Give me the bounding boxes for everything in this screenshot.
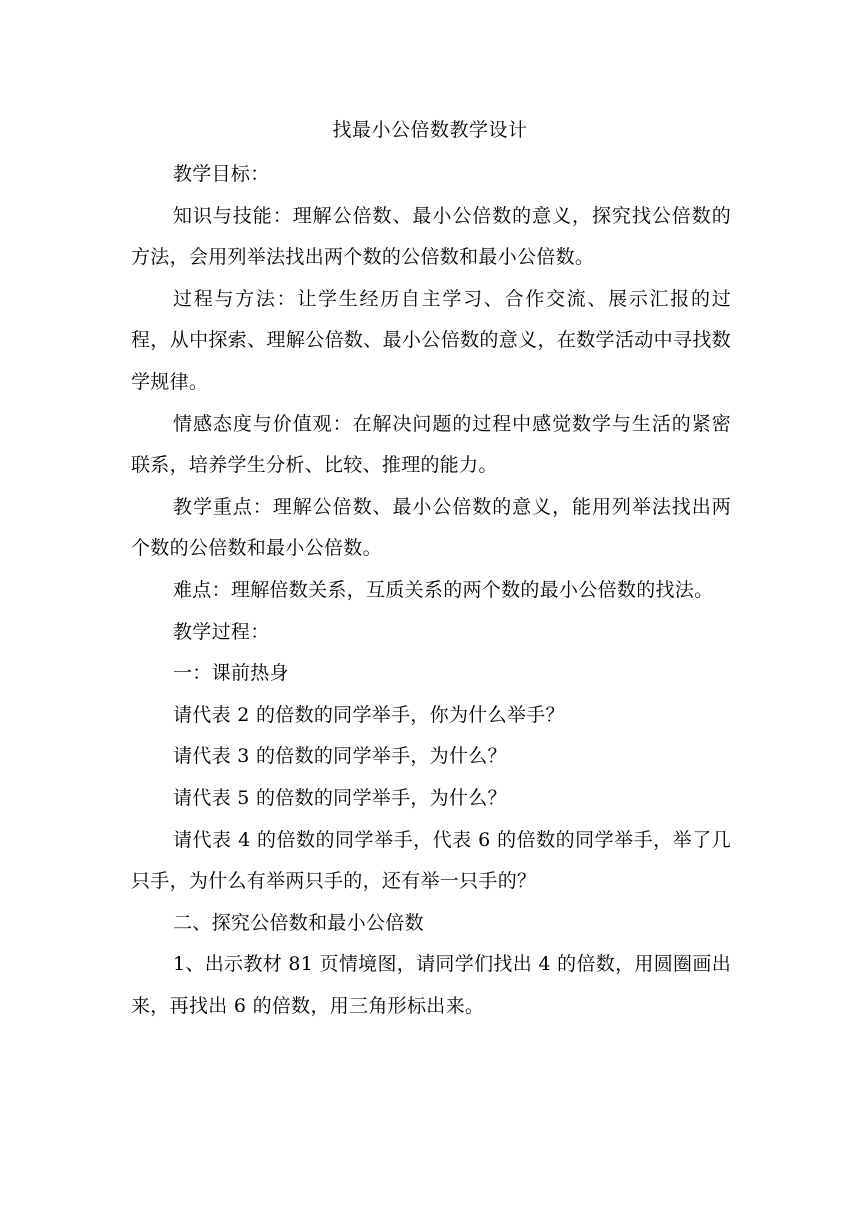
document-body — [131, 154, 731, 1027]
paragraph-teaching-goals-heading: 教学目标： — [173, 163, 270, 185]
paragraph-question-multiples-5: 请代表 5 的倍数的同学举手，为什么？ — [173, 786, 507, 809]
paragraph-question-multiples-2: 请代表 2 的倍数的同学举手，你为什么举手？ — [173, 703, 565, 726]
paragraph-knowledge-skills: 知识与技能：理解公倍数、最小公倍数的意义，探究找公倍数的方法，会用列举法找出两个数的公倍数和最小公倍数。 — [131, 204, 731, 269]
paragraph-question-multiples-4-6: 请代表 4 的倍数的同学举手，代表 6 的倍数的同学举手，举了几只手，为什么有举两只手的，还有举一只手的？ — [131, 828, 731, 893]
document-title: 找最小公倍数教学设计 — [332, 119, 528, 141]
paragraph-section-two-heading: 二、探究公倍数和最小公倍数 — [173, 911, 424, 934]
paragraph-emotion-values: 情感态度与价值观：在解决问题的过程中感觉数学与生活的紧密联系，培养学生分析、比较、推理的能力。 — [131, 412, 731, 477]
paragraph-textbook-activity: 1、出示教材 81 页情境图，请同学们找出 4 的倍数，用圆圈画出来，再找出 6 的倍数，用三角形标出来。 — [131, 953, 731, 1017]
paragraph-question-multiples-3: 请代表 3 的倍数的同学举手，为什么？ — [173, 745, 507, 768]
paragraph-section-one-heading: 一：课前热身 — [173, 662, 289, 685]
paragraph-process-methods: 过程与方法：让学生经历自主学习、合作交流、展示汇报的过程，从中探索、理解公倍数、最小公倍数的意义，在数学活动中寻找数学规律。 — [131, 287, 731, 393]
paragraph-difficulties: 难点：理解倍数关系，互质关系的两个数的最小公倍数的找法。 — [173, 578, 714, 601]
paragraph-teaching-process-heading: 教学过程： — [173, 620, 270, 643]
paragraph-key-points: 教学重点：理解公倍数、最小公倍数的意义，能用列举法找出两个数的公倍数和最小公倍数。 — [131, 495, 731, 560]
